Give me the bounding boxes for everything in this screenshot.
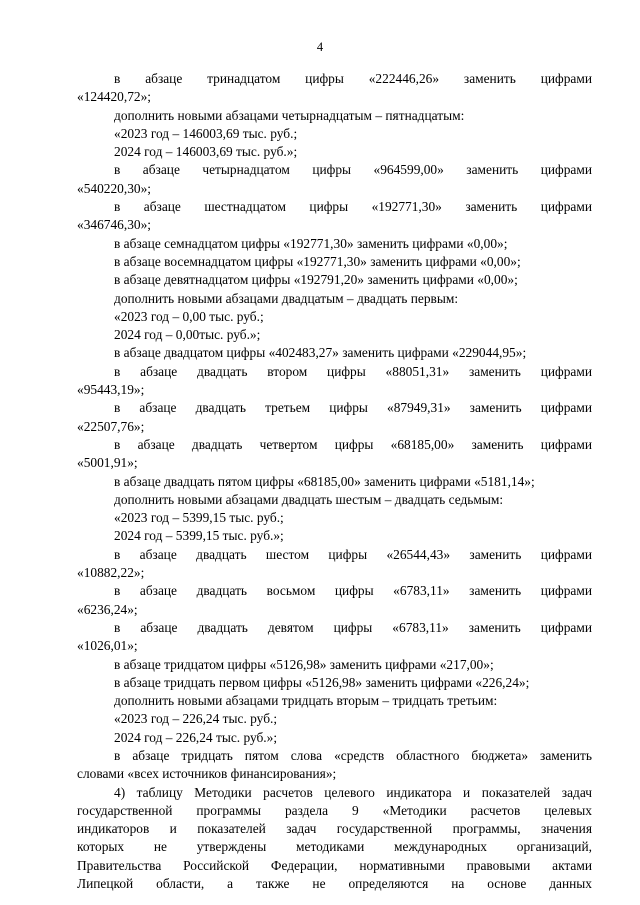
paragraph-line: которых не утверждены методиками международных организаций, <box>77 839 592 855</box>
paragraph-line: в абзаце двадцать втором цифры «88051,31» заменить цифрами <box>114 363 592 379</box>
paragraph-line: «124420,72»; <box>77 89 152 105</box>
paragraph-line: в абзаце тридцатом цифры «5126,98» заменить цифрами «217,00»; <box>114 656 494 672</box>
paragraph-line: в абзаце тридцать пятом слова «средств областного бюджета» заменить <box>114 747 592 763</box>
paragraph-line: «2023 год – 226,24 тыс. руб.; <box>114 711 278 727</box>
paragraph-line: «540220,30»; <box>77 180 152 196</box>
paragraph-line: в абзаце двадцать четвертом цифры «68185,00» заменить цифрами <box>114 436 592 452</box>
paragraph-line: 2024 год – 5399,15 тыс. руб.»; <box>114 528 284 544</box>
paragraph-line: дополнить новыми абзацами двадцатым – двадцать первым: <box>114 290 459 306</box>
paragraph-line: в абзаце двадцать восьмом цифры «6783,11» заменить цифрами <box>114 583 592 599</box>
paragraph-line: 2024 год – 146003,69 тыс. руб.»; <box>114 144 298 160</box>
paragraph-line: в абзаце двадцать третьем цифры «87949,31» заменить цифрами <box>114 400 592 416</box>
paragraph-line: в абзаце двадцать шестом цифры «26544,43» заменить цифрами <box>114 546 592 562</box>
paragraph-line: «22507,76»; <box>77 418 145 434</box>
document-body <box>77 70 592 893</box>
paragraph-line: индикаторов и показателей задач государственной программы, значения <box>77 821 592 837</box>
paragraph-line: Правительства Российской Федерации, нормативными правовыми актами <box>77 857 592 873</box>
paragraph-line: в абзаце двадцатом цифры «402483,27» заменить цифрами «229044,95»; <box>114 345 527 361</box>
paragraph-line: в абзаце двадцать пятом цифры «68185,00» заменить цифрами «5181,14»; <box>114 473 535 489</box>
paragraph-line: «2023 год – 0,00 тыс. руб.; <box>114 308 264 324</box>
paragraph-line: дополнить новыми абзацами тридцать вторым – тридцать третьим: <box>114 693 498 709</box>
page-number: 4 <box>316 40 324 54</box>
paragraph-line: «2023 год – 5399,15 тыс. руб.; <box>114 510 284 526</box>
paragraph-line: «95443,19»; <box>77 382 145 398</box>
paragraph-line: «346746,30»; <box>77 217 152 233</box>
paragraph-line: государственной программы раздела 9 «Методики расчетов целевых <box>77 802 592 818</box>
paragraph-line: словами «всех источников финансирования»; <box>77 766 337 782</box>
paragraph-line: 2024 год – 226,24 тыс. руб.»; <box>114 729 278 745</box>
paragraph-line: в абзаце восемнадцатом цифры «192771,30» заменить цифрами «0,00»; <box>114 253 521 269</box>
paragraph-line: «10882,22»; <box>77 565 145 581</box>
paragraph-line: в абзаце семнадцатом цифры «192771,30» заменить цифрами «0,00»; <box>114 235 508 251</box>
paragraph-line: в абзаце тридцать первом цифры «5126,98» заменить цифрами «226,24»; <box>114 674 530 690</box>
paragraph-line: «2023 год – 146003,69 тыс. руб.; <box>114 125 298 141</box>
paragraph-line: дополнить новыми абзацами двадцать шестым – двадцать седьмым: <box>114 491 504 507</box>
paragraph-line: дополнить новыми абзацами четырнадцатым – пятнадцатым: <box>114 107 465 123</box>
paragraph-line: «5001,91»; <box>77 455 138 471</box>
paragraph-line: 4) таблицу Методики расчетов целевого индикатора и показателей задач <box>114 784 592 800</box>
paragraph-line: в абзаце двадцать девятом цифры «6783,11» заменить цифрами <box>114 619 592 635</box>
paragraph-line: в абзаце четырнадцатом цифры «964599,00» заменить цифрами <box>114 162 592 178</box>
paragraph-line: в абзаце девятнадцатом цифры «192791,20» заменить цифрами «0,00»; <box>114 272 518 288</box>
paragraph-line: в абзаце шестнадцатом цифры «192771,30» заменить цифрами <box>114 199 592 215</box>
paragraph-line: 2024 год – 0,00тыс. руб.»; <box>114 327 261 343</box>
paragraph-line: Липецкой области, а также не определяются на основе данных <box>77 876 592 892</box>
paragraph-line: «1026,01»; <box>77 638 138 654</box>
paragraph-line: в абзаце тринадцатом цифры «222446,26» заменить цифрами <box>114 71 592 86</box>
paragraph-line: «6236,24»; <box>77 601 138 617</box>
